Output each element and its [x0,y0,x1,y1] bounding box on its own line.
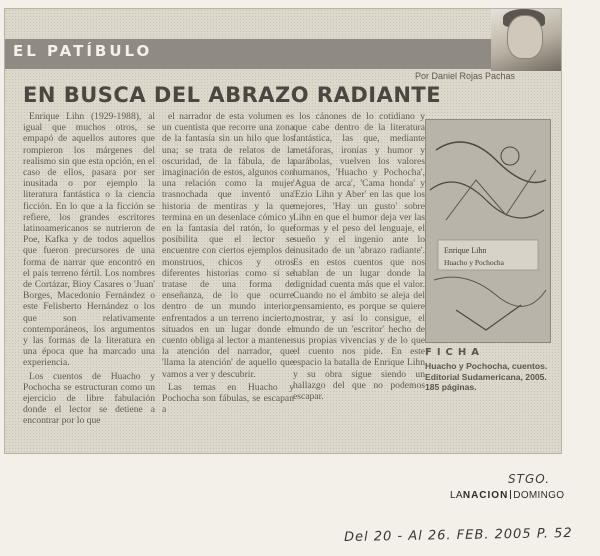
publication-prefix: LA [450,490,463,501]
author-photo [491,9,561,71]
ficha-text: Huacho y Pochocha, cuentos. Editorial Sudamericana, 2005. 185 páginas. [425,361,548,393]
publication-suffix: DOMINGO [513,490,565,501]
author-photo-face [507,15,543,59]
newspaper-clipping [4,8,562,454]
ficha-label: FICHA [425,347,484,358]
article-column-2 [162,111,294,451]
section-label: EL PATÍBULO [13,42,153,60]
paragraph: Las temas en Huacho y Pochocha son fábulas, se escapan a [162,381,294,416]
publication-separator [510,490,511,499]
handwritten-city-note: STGO. [508,472,551,486]
publication-name-bold: NACION [462,490,509,501]
book-cover-illustration [426,120,550,342]
paragraph: Enrique Lihn (1929-1988), al igual que muchos otros, se empapó de aquellos autores que rompieron los márgenes del realismo sin que esta opción, en el caso de ellos, pasara por ser inusitada o por ejemplo la literatura fantástica o la ciencia ficción. En lo que a la ficción se refiere, los grandes escritores latinoamericanos se nutrieron de Poe, Kafka y de todos aquellos que fueron precursores de una forma de narrar que encontró en el país terreno fértil. Los nombres de Cortázar, Bioy Casares o 'Juan' Borges, Macedonio Fernández o este Felisberto Hernández o los que son relativamente contemporáneos, los argumentos y las formas de la literatura en una época que ha marcado una experiencia. [23,111,155,369]
book-cover-author: Enrique Lihn [444,246,487,255]
article-headline: EN BUSCA DEL ABRAZO RADIANTE [23,83,442,107]
byline: Por Daniel Rojas Pachas [415,71,516,81]
article-column-1 [23,111,155,451]
paragraph: los cánones de lo cotidiano y que cabe dentro de la literatura fantástica, las que, mediante metáforas, ironías y humor y parábolas, vuelven los valores humanos, 'Huacho y Pochocha', 'Agua de arca', 'Cama honda' y 'Ezio Lihn y Aber' en las que los mejores, 'Hay un gusto' sobre Lihn en que el humor deja ver las formas y el peso del lenguaje, el sueño y el ingenio ante lo inusitado de un 'abrazo radiante'. Es en estos cuentos que nos hablan de un lugar donde la dignidad cuenta más que el valor. Cuando no el ámbito se aleja del pensamiento, es porque se quiere mostrar, y así lo consigue, el mundo de un 'escritor' hecho de sus propias vivencias y de lo que el cuento nos pide. En este espacio la batalla de Enrique Lihn y su obra sigue siendo un hallazgo del que no podemos escapar. [293,111,425,403]
publication-name [450,490,564,501]
handwritten-date-note: Del 20 - Al 26. FEB. 2005 P. 52 [343,526,573,545]
paragraph: el narrador de esta volumen es un cuentista que recorre una zona de la fantasía sin un hilo que los una; se trata de relatos de la oscuridad, de la fábula, de la imaginación de estos, algunos con una relación como la mujer trasnochada que inventó una historia de mentiras y la que termina en un desenlace cómico y en la fantasía del ratón, lo que posibilita que el lector se encuentre con ciertos ejemplos de monstruos, chicos y otros diferentes historias como si se tratase de una forma de enseñanza, de lo que ocurre dentro de un mundo interior, enfrentados a un terreno incierto, situados en un lugar donde el cuento obliga al lector a mantener la atención del narrador, que 'llama la atención' de aquello que vamos a ver y descubrir. [162,111,294,380]
book-cover-image [425,119,551,343]
paragraph: Los cuentos de Huacho y Pochocha se estructuran como un ejercicio de libre fabulación donde el lector se detiene a encontrar por lo que [23,370,155,427]
book-cover-title: Huacho y Pochocha [444,258,504,267]
article-column-3 [293,111,425,451]
